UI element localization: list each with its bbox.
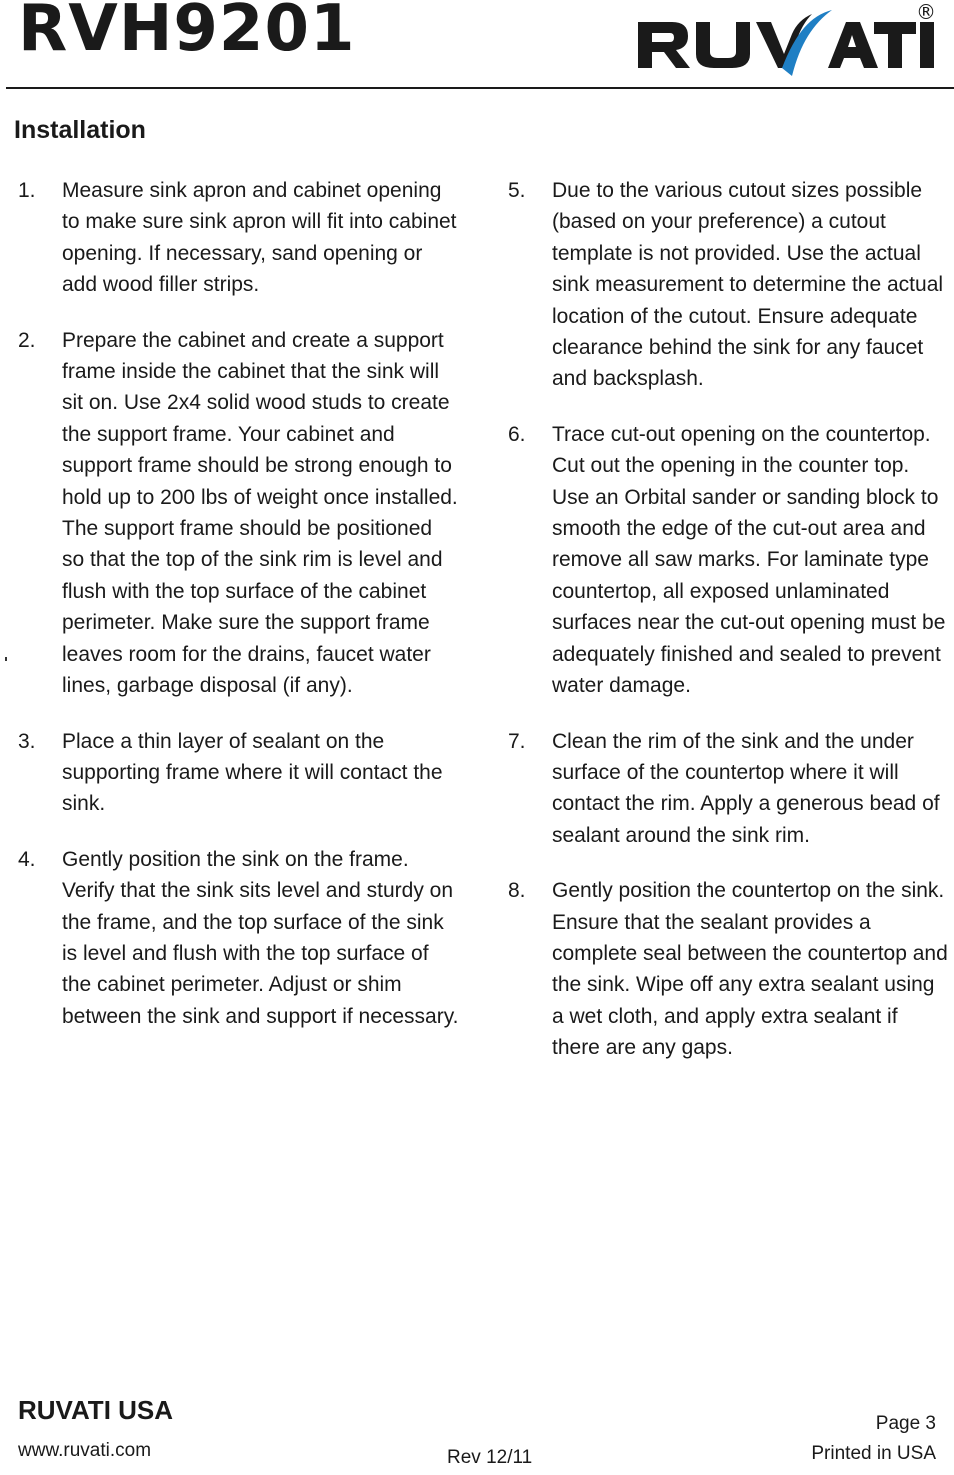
step-number: 2.	[18, 328, 36, 352]
registered-mark: ®	[916, 2, 936, 24]
ruvati-logo-icon	[638, 10, 934, 76]
step-4	[18, 844, 460, 1032]
footer-page-number: Page 3	[875, 1413, 936, 1434]
footer-website-link[interactable]: www.ruvati.com	[18, 1440, 152, 1461]
step-text: Place a thin layer of sealant on the supporting frame where it will contact the sink.	[62, 729, 443, 816]
step-text: Trace cut-out opening on the countertop. Cut out the opening in the counter top. Use an Orbital sander or sanding block to smooth the edge of the cut-out area and remove all saw marks. For laminate type countertop, all exposed unlaminated surfaces near the cut-out opening must be adequately finished and sealed to prevent water damage.	[552, 422, 946, 698]
step-number: 7.	[508, 729, 526, 753]
step-number: 8.	[508, 879, 526, 903]
step-number: 4.	[18, 847, 36, 871]
margin-mark	[5, 657, 7, 661]
step-number: 1.	[18, 179, 36, 202]
model-number: RVH9201	[18, 0, 356, 66]
section-title: Installation	[14, 116, 146, 144]
step-3	[18, 726, 460, 820]
step-1	[18, 175, 460, 301]
steps-column-left	[18, 175, 460, 1056]
step-5	[508, 175, 948, 395]
footer-company: RUVATI USA	[18, 1395, 174, 1425]
step-number: 5.	[508, 179, 526, 202]
steps-column-right	[508, 175, 948, 1088]
step-text: Prepare the cabinet and create a support frame inside the cabinet that the sink will sit on. Use 2x4 solid wood studs to create the support frame. Your cabinet and support frame should be strong enough to hold up to 200 lbs of weight once installed. The support frame should be positioned so that the top of the sink rim is level and flush with the top surface of the cabinet perimeter. Make sure the support frame leaves room for the drains, faucet water lines, garbage disposal (if any).	[62, 328, 458, 698]
ruvati-logo	[632, 2, 938, 78]
step-2	[18, 325, 460, 702]
step-7	[508, 726, 948, 852]
step-8	[508, 875, 948, 1063]
step-text: Due to the various cutout sizes possible (based on your preference) a cutout template is not provided. Use the actual sink measurement to determine the actual location of the cutout. Ensure adequate clearance behind the sink for any faucet and backsplash.	[552, 179, 944, 391]
step-number: 6.	[508, 422, 526, 446]
step-text: Clean the rim of the sink and the under surface of the countertop where it will contact the rim. Apply a generous bead of sealant around the sink rim.	[552, 729, 940, 847]
step-text: Gently position the countertop on the sink. Ensure that the sealant provides a complete seal between the countertop and the sink. Wipe off any extra sealant using a wet cloth, and apply extra sealant if there are any gaps.	[552, 879, 948, 1060]
step-text: Measure sink apron and cabinet opening to make sure sink apron will fit into cabinet opening. If necessary, sand opening or add wood filler strips.	[62, 179, 457, 297]
footer-printed: Printed in USA	[811, 1443, 936, 1464]
step-6	[508, 419, 948, 702]
step-number: 3.	[18, 729, 36, 753]
header-divider	[6, 87, 954, 89]
step-text: Gently position the sink on the frame. Verify that the sink sits level and sturdy on the frame, and the top surface of the sink is level and flush with the top surface of the cabinet perimeter. Adjust or shim between the sink and support if necessary.	[62, 847, 459, 1028]
footer-revision: Rev 12/11	[447, 1447, 533, 1468]
